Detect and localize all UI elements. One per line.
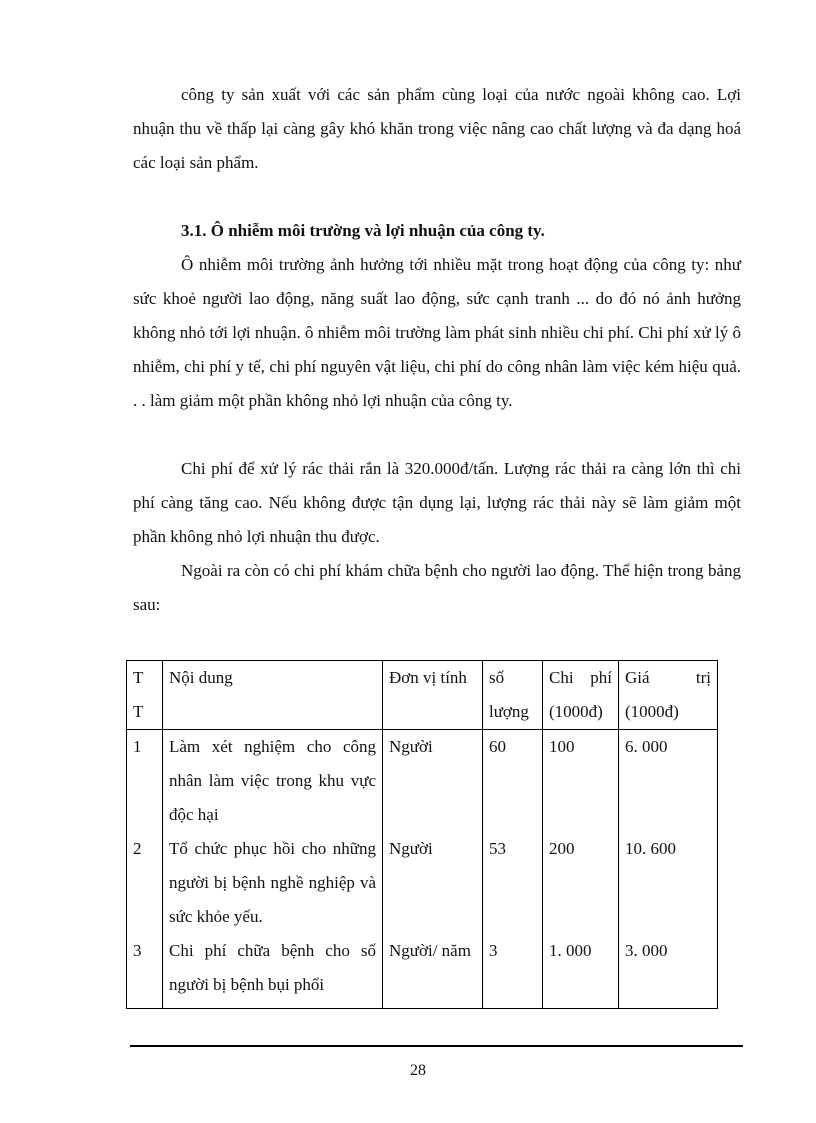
cell-value: 3. 000 bbox=[619, 934, 718, 1009]
table-row bbox=[127, 730, 718, 833]
page-number: 28 bbox=[410, 1062, 426, 1079]
cell-tt: 2 bbox=[127, 832, 163, 934]
cell-content: Chi phí chữa bệnh cho số người bị bệnh bụi phổi bbox=[163, 934, 383, 1009]
paragraph-table-intro: Ngoài ra còn có chi phí khám chữa bệnh cho người lao động. Thể hiện trong bảng sau: bbox=[133, 561, 741, 614]
cell-cost: 100 bbox=[543, 730, 619, 833]
cell-tt: 3 bbox=[127, 934, 163, 1009]
cell-content: Tổ chức phục hồi cho những người bị bệnh nghề nghiệp và sức khỏe yếu. bbox=[163, 832, 383, 934]
header-content: Nội dung bbox=[163, 661, 383, 730]
cell-qty: 3 bbox=[483, 934, 543, 1009]
cell-unit: Người/ năm bbox=[383, 934, 483, 1009]
cell-value: 6. 000 bbox=[619, 730, 718, 833]
header-qty: số lượng bbox=[483, 661, 543, 730]
cell-tt: 1 bbox=[127, 730, 163, 833]
cell-content: Làm xét nghiệm cho công nhân làm việc trong khu vực độc hại bbox=[163, 730, 383, 833]
table-row bbox=[127, 832, 718, 934]
cell-cost: 200 bbox=[543, 832, 619, 934]
cost-table bbox=[126, 660, 718, 1009]
section-heading: 3.1. Ô nhiễm môi trường và lợi nhuận của công ty. bbox=[181, 221, 545, 240]
cell-value: 10. 600 bbox=[619, 832, 718, 934]
paragraph-waste-cost: Chi phí để xử lý rác thải rắn là 320.000đ/tấn. Lượng rác thải ra càng lớn thì chi phí càng tăng cao. Nếu không được tận dụng lại, lượng rác thải này sẽ làm giảm một phần không nhỏ lợi nhuận thu được. bbox=[133, 459, 741, 546]
header-tt: T T bbox=[127, 661, 163, 730]
header-value: Giá trị (1000đ) bbox=[619, 661, 718, 730]
cell-unit: Người bbox=[383, 730, 483, 833]
cell-cost: 1. 000 bbox=[543, 934, 619, 1009]
table-row bbox=[127, 934, 718, 1009]
table-header-row bbox=[127, 661, 718, 730]
footer-divider bbox=[130, 1045, 743, 1047]
cell-qty: 53 bbox=[483, 832, 543, 934]
cell-unit: Người bbox=[383, 832, 483, 934]
cell-qty: 60 bbox=[483, 730, 543, 833]
header-cost: Chi phí (1000đ) bbox=[543, 661, 619, 730]
paragraph-intro: công ty sản xuất với các sản phẩm cùng loại của nước ngoài không cao. Lợi nhuận thu về thấp lại càng gây khó khăn trong việc nâng cao chất lượng và đa dạng hoá các loại sản phẩm. bbox=[133, 85, 741, 172]
header-unit: Đơn vị tính bbox=[383, 661, 483, 730]
paragraph-pollution: Ô nhiễm môi trường ảnh hưởng tới nhiều mặt trong hoạt động của công ty: như sức khoẻ người lao động, năng suất lao động, sức cạnh tranh ... do đó nó ảnh hưởng không nhỏ tới lợi nhuận. ô nhiễm môi trường làm phát sinh nhiều chi phí. Chi phí xử lý ô nhiễm, chi phí y tế, chi phí nguyên vật liệu, chi phí do công nhân làm việc kém hiệu quả. . . làm giảm một phần không nhỏ lợi nhuận của công ty. bbox=[133, 255, 741, 410]
